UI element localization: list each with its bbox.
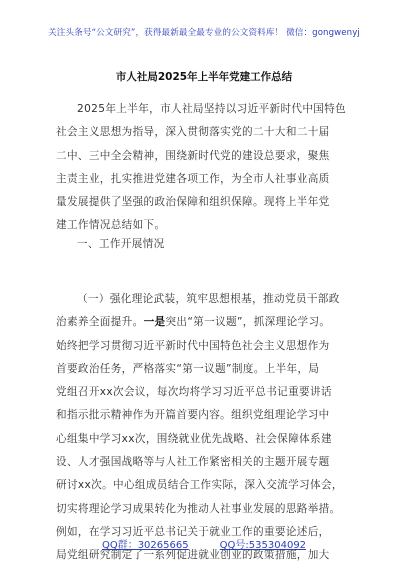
paragraph-intro — [56, 98, 348, 238]
paragraph-line: 例如，在学习习近平总书记关于就业工作的重要论述后， — [56, 525, 330, 538]
paragraph-line: 和指示批示精神作为开篇首要内容。组织党组理论学习中 — [56, 409, 330, 422]
paragraph-line: 局党组研究制定了一系列促进就业创业的政策措施，加大 — [56, 549, 330, 562]
paragraph-line: 首要政治任务，严格落实“第一议题”制度。上半年，局 — [56, 362, 320, 375]
document-title: 市人社局2025年上半年党建工作总结 — [115, 71, 293, 83]
paragraph-section-1 — [56, 288, 348, 568]
qq-group-link[interactable]: QQ群：30265665 — [101, 540, 189, 551]
footer-contact — [0, 536, 408, 551]
section-heading — [56, 233, 348, 256]
paragraph-line: 主责主业，扎实推进党建各项工作，为全市人社事业高质 — [56, 172, 330, 185]
paragraph-line: 量发展提供了坚强的政治保障和组织保障。现将上半年党 — [56, 196, 330, 209]
bold-marker: 一是 — [143, 316, 166, 329]
paragraph-fragment: 突出“第一议题”，抓深理论学习。 — [165, 316, 331, 329]
paragraph-line: 心组集中学习xx次，围绕就业优先战略、社会保障体系建 — [56, 432, 332, 445]
paragraph-line: 2025年上半年，市人社局坚持以习近平新时代中国特色 — [77, 103, 347, 115]
paragraph-line: 二中、三中全会精神，围绕新时代党的建设总要求，聚焦 — [56, 149, 330, 162]
paragraph-line: （一）强化理论武装，筑牢思想根基，推动党员干部政 — [77, 293, 340, 305]
paragraph-line: 切实将理论学习成果转化为推动人社事业发展的思路举措。 — [56, 502, 341, 515]
paragraph-line: 研讨xx次。中心组成员结合工作实际，深入交流学习体会， — [56, 479, 343, 492]
paragraph-line: 设、人才强国战略等与人社工作紧密相关的主题开展专题 — [56, 456, 330, 469]
paragraph-line: 建工作情况总结如下。 — [56, 219, 166, 232]
paragraph-line: 社会主义思想为指导，深入贯彻落实党的二十大和二十届 — [56, 126, 330, 139]
section-heading-text: 一、工作开展情况 — [77, 238, 165, 250]
header-banner: 关注头条号“公文研究”，获得最新最全最专业的公文资料库！ 微信：gongwenyj — [48, 28, 360, 38]
paragraph-fragment: 治素养全面提升。 — [56, 316, 144, 329]
paragraph-line: 党组召开xx次会议，每次均将学习习近平总书记重要讲话 — [56, 386, 332, 399]
paragraph-line: 始终把学习贯彻习近平新时代中国特色社会主义思想作为 — [56, 339, 330, 352]
qq-number-link[interactable]: QQ号:535304092 — [219, 540, 307, 551]
paragraph-line — [56, 311, 348, 334]
